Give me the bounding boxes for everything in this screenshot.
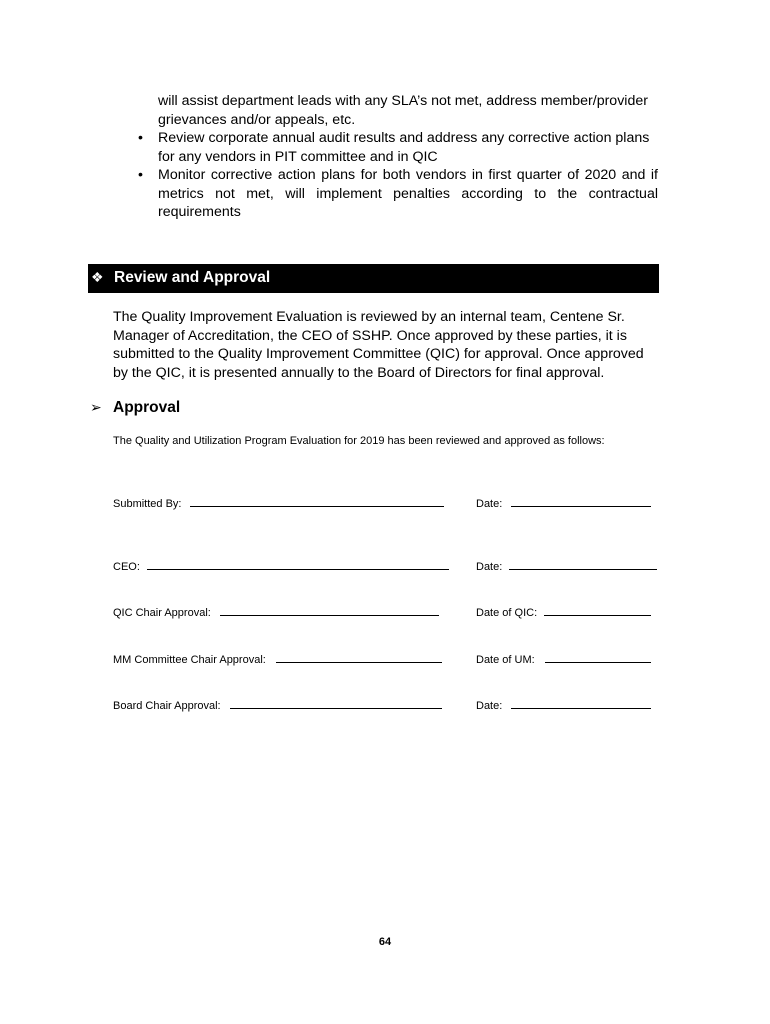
signature-line[interactable] — [147, 568, 449, 570]
signature-row-submitted-by — [113, 498, 444, 510]
date-label: Date of QIC: — [476, 607, 538, 619]
signature-line[interactable] — [230, 707, 442, 709]
date-line[interactable] — [511, 707, 651, 709]
section-title: Review and Approval — [114, 269, 271, 286]
approval-heading: Approval — [113, 399, 181, 416]
signature-line[interactable] — [220, 614, 439, 616]
list-item — [138, 166, 658, 222]
signature-row-mm-committee-chair — [113, 654, 442, 666]
bullet-icon: • — [138, 130, 143, 146]
approval-statement: The Quality and Utilization Program Evaluation for 2019 has been reviewed and approved as follows: — [113, 435, 605, 447]
signature-row-board-chair — [113, 700, 442, 712]
date-label: Date of UM: — [476, 654, 535, 666]
continuation-text: will assist department leads with any SLA’s not met, address member/provider grievances and/or appeals, etc. — [158, 93, 648, 128]
list-item — [138, 129, 658, 166]
signature-row-ceo — [113, 561, 449, 573]
date-label: Date: — [476, 700, 503, 712]
date-line[interactable] — [511, 505, 651, 507]
date-line[interactable] — [545, 661, 651, 663]
date-row — [476, 607, 651, 619]
bullet-text: Monitor corrective action plans for both vendors in first quarter of 2020 and if metrics not met, will implement penalties according to the contractual requirements — [158, 167, 658, 220]
date-row — [476, 654, 651, 666]
review-paragraph: The Quality Improvement Evaluation is reviewed by an internal team, Centene Sr. Manager of Accreditation, the CEO of SSHP. Once approved by these parties, it is submitted to the Quality Improvement Committee (QIC) for approval. Once approved by the QIC, it is presented annually to the Board of Directors for final approval. — [113, 309, 644, 381]
signature-line[interactable] — [190, 505, 444, 507]
signature-line[interactable] — [276, 661, 442, 663]
bullet-icon: • — [138, 167, 143, 183]
signature-label: CEO: — [113, 561, 140, 573]
signature-label: Board Chair Approval: — [113, 700, 221, 712]
date-line[interactable] — [544, 614, 651, 616]
bullet-list — [138, 129, 658, 222]
date-row — [476, 561, 657, 573]
arrow-bullet-icon: ➢ — [90, 399, 102, 415]
date-row — [476, 498, 651, 510]
page-number: 64 — [378, 936, 392, 948]
date-row — [476, 700, 651, 712]
signature-row-qic-chair — [113, 607, 439, 619]
section-header-review-approval — [88, 264, 659, 293]
diamond-bullet-icon: ❖ — [91, 269, 104, 285]
date-label: Date: — [476, 561, 503, 573]
signature-label: Submitted By: — [113, 498, 182, 510]
signature-label: MM Committee Chair Approval: — [113, 654, 266, 666]
date-label: Date: — [476, 498, 503, 510]
date-line[interactable] — [509, 568, 657, 570]
bullet-text: Review corporate annual audit results and address any corrective action plans for any vendors in PIT committee and in QIC — [158, 130, 650, 165]
signature-label: QIC Chair Approval: — [113, 607, 211, 619]
